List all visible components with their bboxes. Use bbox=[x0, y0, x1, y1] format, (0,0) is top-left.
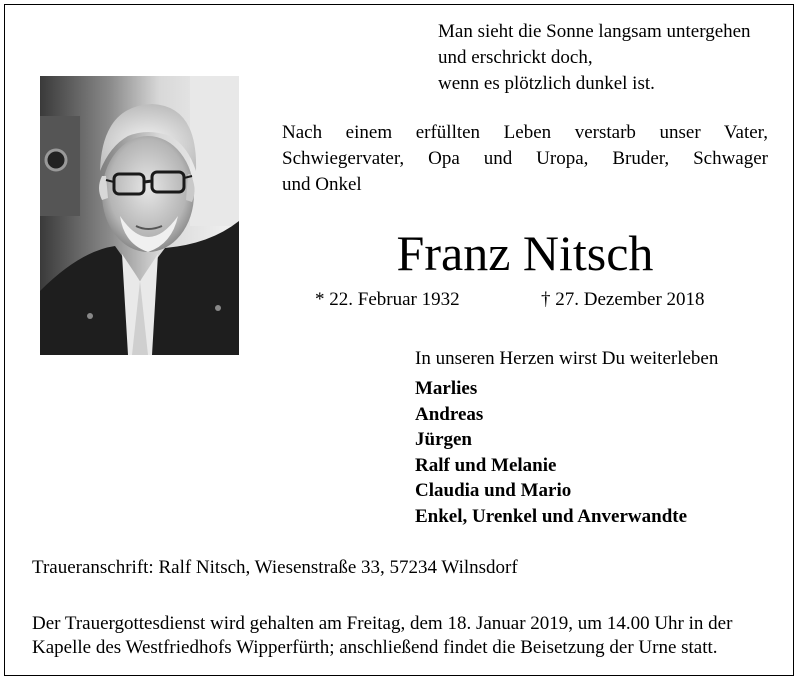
announcement-line-2: Schwiegervater, Opa und Uropa, Bruder, Schwager bbox=[282, 148, 768, 169]
portrait-photo bbox=[40, 76, 239, 355]
announcement-line-1: Nach einem erfüllten Leben verstarb unser Vater, bbox=[282, 122, 768, 143]
service-line-1: Der Trauergottesdienst wird gehalten am Freitag, dem 18. Januar 2019, um 14.00 Uhr in der bbox=[32, 613, 733, 634]
deceased-name: Franz Nitsch bbox=[396, 225, 654, 281]
mourner-name: Andreas bbox=[415, 403, 484, 425]
death-date: † 27. Dezember 2018 bbox=[541, 289, 705, 310]
service-line-2: Kapelle des Westfriedhofs Wipperfürth; anschließend findet die Beisetzung der Urne statt. bbox=[32, 637, 718, 658]
mourner-name: Enkel, Urenkel und Anverwandte bbox=[415, 505, 688, 527]
mourning-address: Traueranschrift: Ralf Nitsch, Wiesenstraße 33, 57234 Wilnsdorf bbox=[32, 557, 518, 578]
mourner-name: Jürgen bbox=[415, 429, 472, 450]
mourner-name: Marlies bbox=[415, 378, 478, 399]
announcement-line-3: und Onkel bbox=[282, 174, 362, 195]
birth-date: * 22. Februar 1932 bbox=[315, 289, 460, 310]
poem-line-3: wenn es plötzlich dunkel ist. bbox=[438, 73, 655, 94]
funeral-service-info bbox=[32, 612, 732, 660]
poem-line-2: und erschrickt doch, bbox=[438, 47, 593, 68]
mourner-name: Ralf und Melanie bbox=[415, 454, 557, 476]
remembrance-line: In unseren Herzen wirst Du weiterleben bbox=[415, 348, 719, 369]
mourner-name: Claudia und Mario bbox=[415, 480, 572, 501]
poem-verse bbox=[438, 19, 778, 97]
mourners-list bbox=[415, 376, 687, 529]
death-announcement bbox=[282, 120, 768, 198]
poem-line-1: Man sieht die Sonne langsam untergehen bbox=[438, 21, 751, 42]
